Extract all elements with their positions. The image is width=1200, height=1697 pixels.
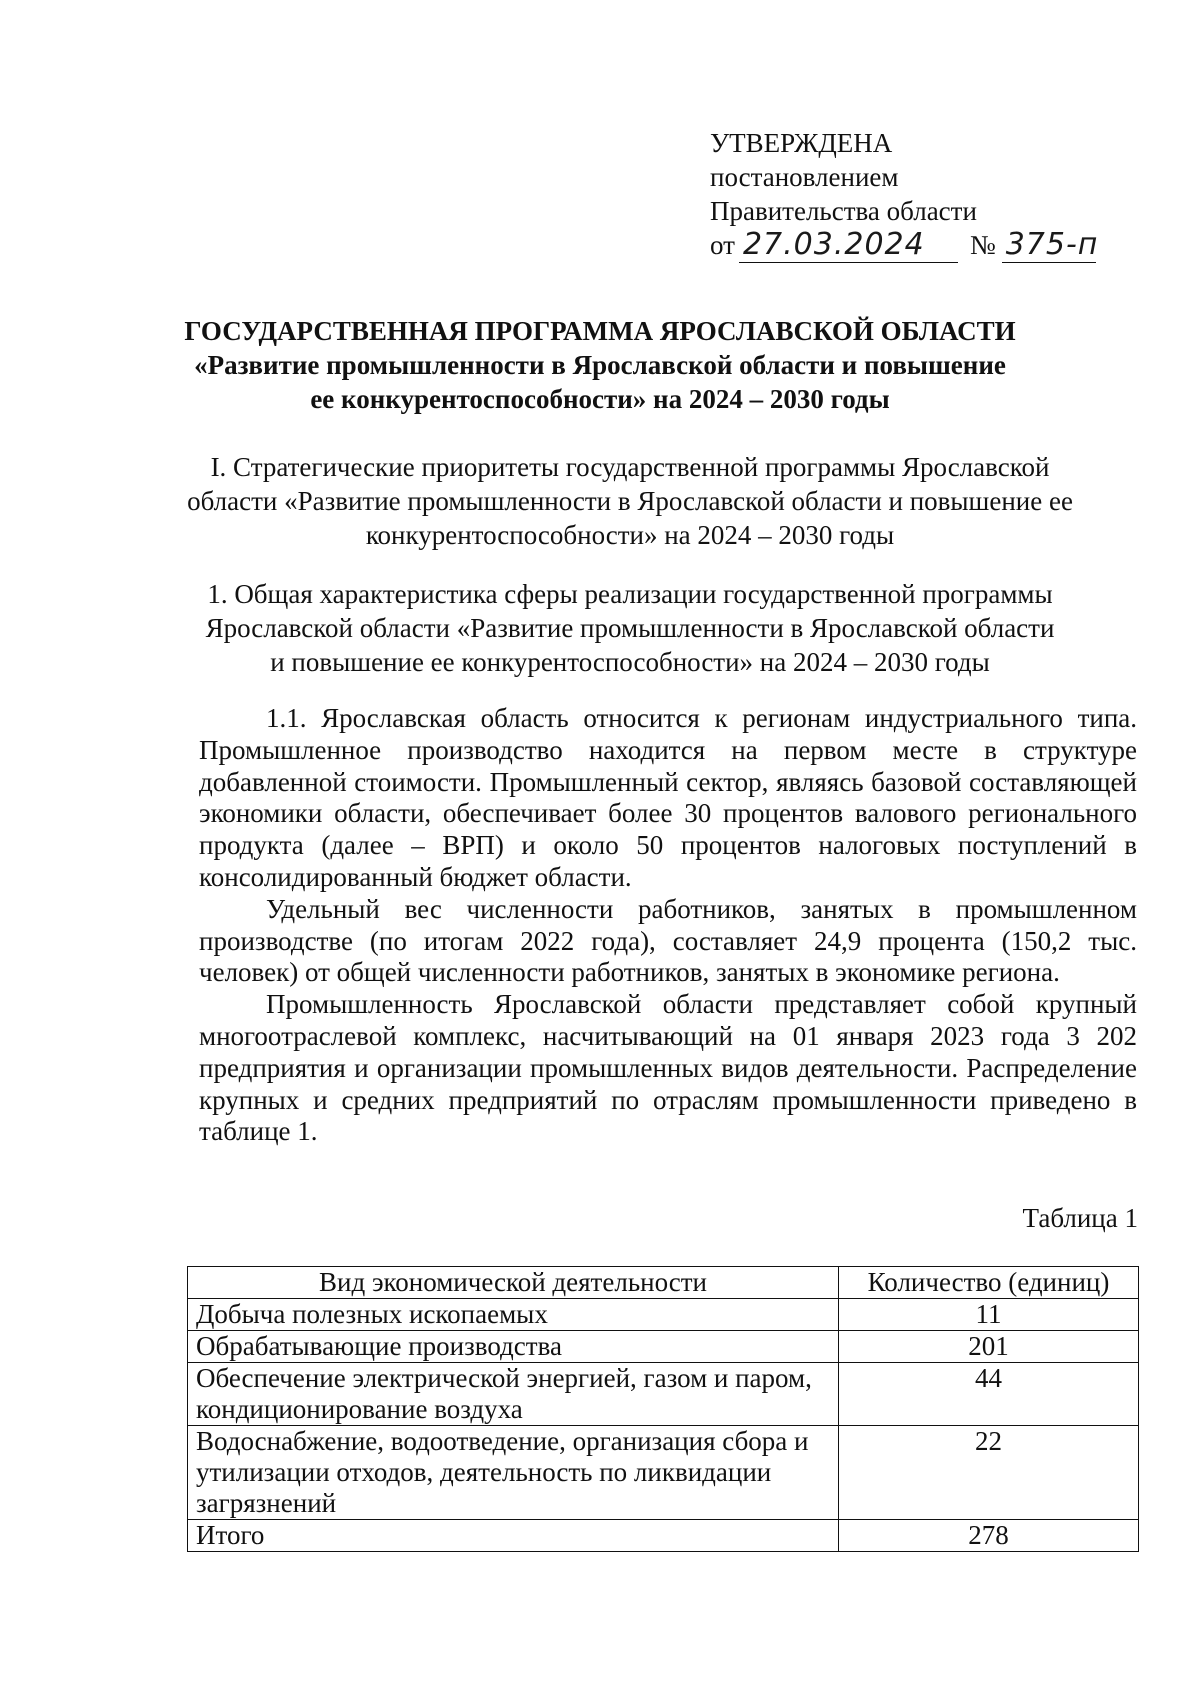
table-row-total xyxy=(188,1520,1139,1552)
handwritten-date: 27.03.2024 xyxy=(739,228,958,263)
section1-line-1: I. Стратегические приоритеты государственной программы Ярославской xyxy=(210,452,1050,482)
table-row xyxy=(188,1363,1139,1426)
program-title-line-1: ГОСУДАРСТВЕННАЯ ПРОГРАММА ЯРОСЛАВСКОЙ ОБЛАСТИ xyxy=(184,316,1016,346)
row-activity: Водоснабжение, водоотведение, организация сбора и утилизации отходов, деятельность по ликвидации загрязнений xyxy=(188,1426,839,1520)
table-row xyxy=(188,1331,1139,1363)
section1-line-2: области «Развитие промышленности в Ярославской области и повышение ее xyxy=(187,486,1073,516)
table-row xyxy=(188,1426,1139,1520)
header-activity: Вид экономической деятельности xyxy=(188,1267,839,1299)
program-title-line-2: «Развитие промышленности в Ярославской области и повышение xyxy=(194,350,1006,380)
row-activity: Обеспечение электрической энергией, газом и паром, кондиционирование воздуха xyxy=(188,1363,839,1426)
section-heading-characteristics xyxy=(150,577,1110,679)
row-activity: Итого xyxy=(188,1520,839,1552)
approval-stamp xyxy=(710,126,1099,263)
row-quantity: 278 xyxy=(839,1520,1139,1552)
section2-line-2: Ярославской области «Развитие промышленности в Ярославской области xyxy=(205,613,1055,643)
paragraph-workforce: Удельный вес численности работников, занятых в промышленном производстве (по итогам 2022 года), составляет 24,9 процента (150,2 тыс. человек) от общей численности работников, занятых в экономике региона. xyxy=(199,893,1137,988)
row-activity: Добыча полезных ископаемых xyxy=(188,1299,839,1331)
paragraph-1-1: 1.1. Ярославская область относится к регионам индустриального типа. Промышленное производство находится на первом месте в структуре добавленной стоимости. Промышленный сектор, являясь базовой составляющей экономики области, обеспечивает более 30 процентов валового регионального продукта (далее – ВРП) и около 50 процентов налоговых поступлений в консолидированный бюджет области. xyxy=(199,703,1137,892)
section-heading-priorities xyxy=(150,450,1110,552)
row-quantity: 11 xyxy=(839,1299,1139,1331)
enterprises-table xyxy=(187,1266,1139,1552)
row-quantity: 44 xyxy=(839,1363,1139,1426)
approval-date-line xyxy=(710,227,1099,263)
section2-line-3: и повышение ее конкурентоспособности» на 2024 – 2030 годы xyxy=(270,647,990,677)
section2-line-1: 1. Общая характеристика сферы реализации государственной программы xyxy=(207,579,1053,609)
handwritten-number: 375-п xyxy=(1002,228,1096,263)
approval-status: УТВЕРЖДЕНА xyxy=(710,128,893,158)
row-activity: Обрабатывающие производства xyxy=(188,1331,839,1363)
header-quantity: Количество (единиц) xyxy=(839,1267,1139,1299)
program-title xyxy=(150,314,1050,416)
program-title-line-3: ее конкурентоспособности» на 2024 – 2030 годы xyxy=(310,384,890,414)
approval-line-government: Правительства области xyxy=(710,196,977,226)
table-caption: Таблица 1 xyxy=(1022,1203,1138,1233)
table-header-row xyxy=(188,1267,1139,1299)
row-quantity: 201 xyxy=(839,1331,1139,1363)
from-label: от xyxy=(710,230,735,260)
section1-line-3: конкурентоспособности» на 2024 – 2030 годы xyxy=(365,520,895,550)
paragraph-industry: Промышленность Ярославской области представляет собой крупный многоотраслевой комплекс, насчитывающий на 01 января 2023 года 3 202 предприятия и организации промышленных видов деятельности. Распределение крупных и средних предприятий по отраслям промышленности приведено в таблице 1. xyxy=(199,989,1137,1147)
row-quantity: 22 xyxy=(839,1426,1139,1520)
body-text xyxy=(199,703,1137,1148)
number-label: № xyxy=(969,230,996,260)
approval-line-resolution: постановлением xyxy=(710,162,899,192)
table-row xyxy=(188,1299,1139,1331)
